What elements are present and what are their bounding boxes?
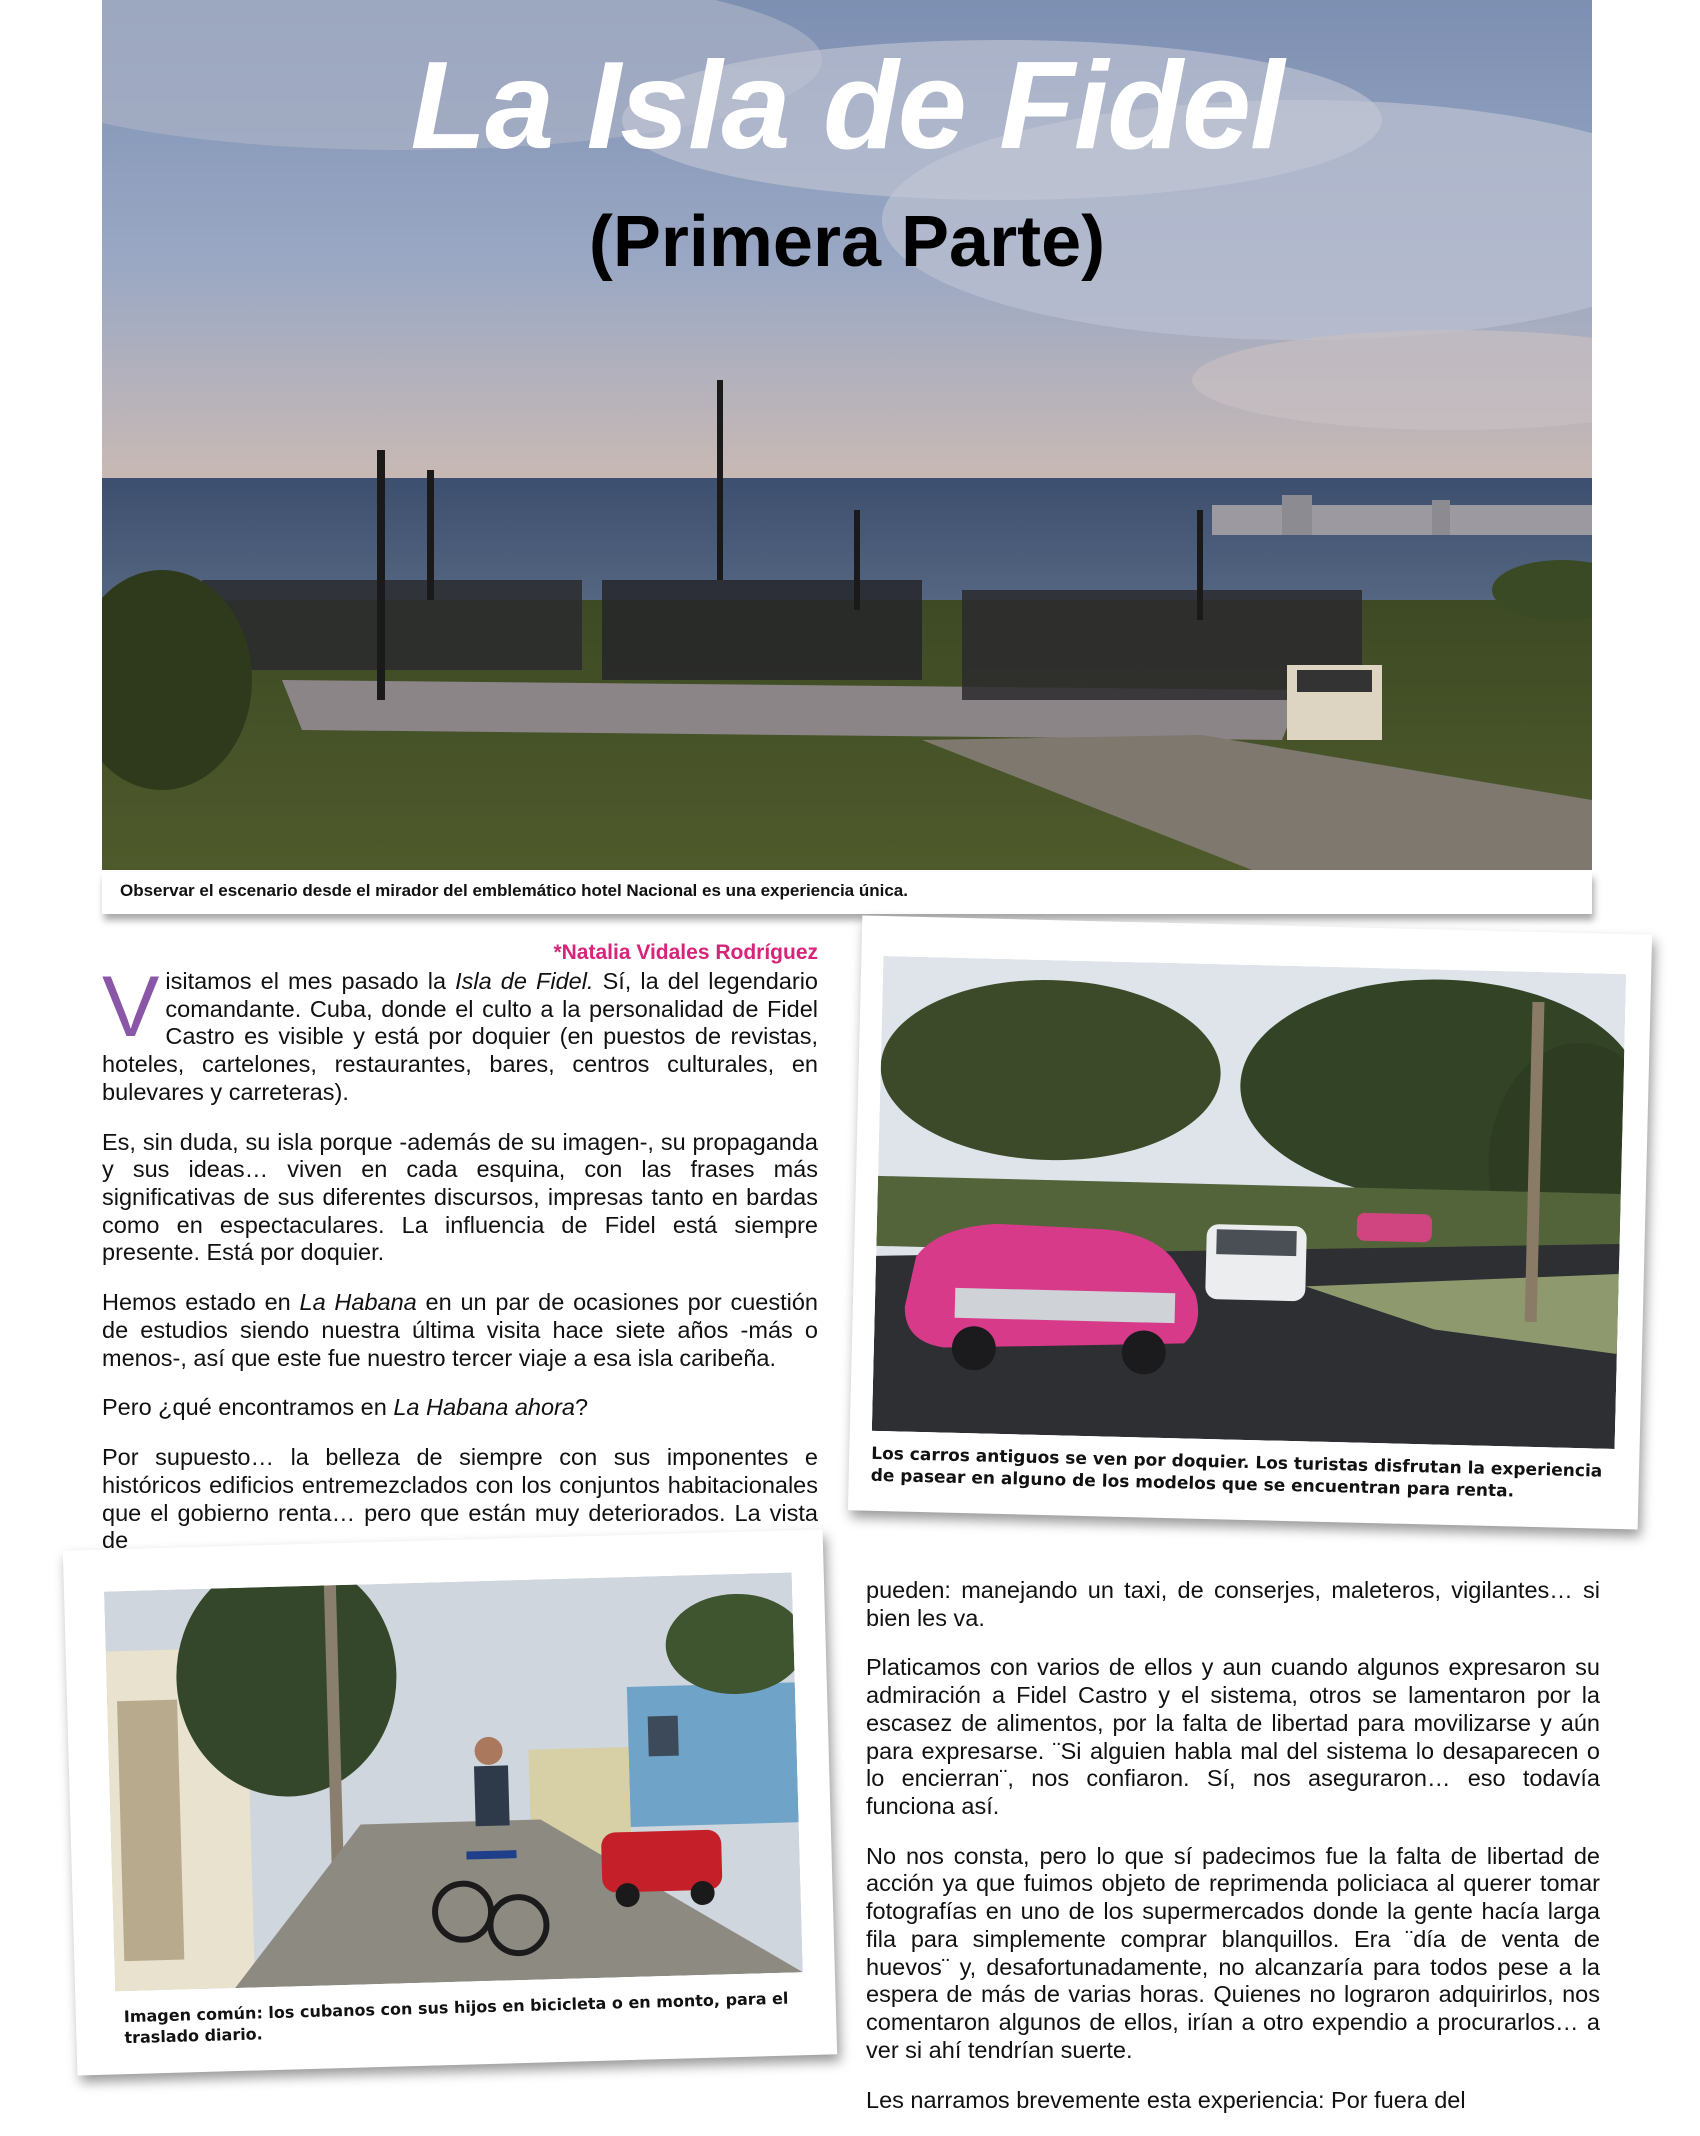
paragraph-2: Es, sin duda, su isla porque -además de su imagen-, su propaganda y sus ideas… viven en cada esquina, con las frases más significativas de sus diferentes discursos, impresas tanto en bardas como en espectaculares. La influencia de Fidel está siempre presente. Está por doquier. <box>102 1128 818 1266</box>
photo-cars <box>848 915 1652 1529</box>
article-column-left <box>102 959 818 1577</box>
paragraph-r2: Platicamos con varios de ellos y aun cuando algunos expresaron su admiración a Fidel Castro y el sistema, otros se lamentaron por la escasez de alimentos, por la falta de libertad para movilizarse y aún para expresarse. ¨Si alguien habla mal del sistema lo desaparecen o lo encierran¨, nos confiaron. Sí, nos aseguraron… eso todavía funciona así. <box>866 1654 1600 1820</box>
paragraph-r3: No nos consta, pero lo que sí padecimos fue la falta de libertad de acción ya que fuimos objeto de reprimenda policiaca al querer tomar fotografías en uno de los supermercados donde la gente hacía larga fila para simplemente comprar blanquillos. Era ¨día de venta de huevos¨ y, desafortunadamente, no alcanzaría para todos pese a la espera de más de varias horas. Quienes no lograron adquirirlos, nos comentaron algunos de ellos, irían a otro expendio a procurarlos… a ver si ahí tendrían suerte. <box>866 1842 1600 2063</box>
paragraph-r1: pueden: manejando un taxi, de conserjes, maleteros, vigilantes… si bien les va. <box>866 1577 1600 1631</box>
hero-photo <box>102 0 1592 870</box>
cars-image <box>872 956 1626 1449</box>
page-title: La Isla de Fidel <box>410 37 1284 175</box>
paragraph-r4: Les narramos brevemente esta experiencia: Por fuera del <box>866 2086 1466 2113</box>
article-column-right <box>866 1577 1600 2136</box>
paragraph-4: Pero ¿qué encontramos en La Habana ahora? <box>102 1394 589 1421</box>
drop-cap: V <box>102 959 160 1055</box>
page-subtitle: (Primera Parte) <box>588 202 1106 282</box>
paragraph-3: Hemos estado en La Habana en un par de ocasiones por cuestión de estudios siendo nuestra última visita hace siete años -más o menos-, así que este fue nuestro tercer viaje a esa isla caribeña. <box>102 1289 818 1371</box>
photo-bike <box>63 1529 837 2075</box>
paragraph-1: Visitamos el mes pasado la Isla de Fidel. Sí, la del legendario comandante. Cuba, donde el culto a la personalidad de Fidel Castro es visible y está por doquier (en puestos de revistas, hoteles, cartelones, restaurantes, bares, centros culturales, en bulevares y carreteras). <box>102 959 818 1105</box>
bike-caption: Imagen común: los cubanos con sus hijos en bicicleta o en monto, para el traslado diario. <box>123 1988 789 2047</box>
bike-image <box>104 1572 803 1991</box>
cars-caption: Los carros antiguos se ven por doquier. Los turistas disfrutan la experiencia de pasear en alguno de los modelos que se encuentran para renta. <box>870 1443 1603 1502</box>
paragraph-5: Por supuesto… la belleza de siempre con sus imponentes e históricos edificios entremezclados con los conjuntos habitacionales que el gobierno renta… pero que están muy deteriorados. La vista de <box>102 1444 818 1554</box>
byline: *Natalia Vidales Rodríguez <box>553 941 818 964</box>
hero-caption: Observar el escenario desde el mirador del emblemático hotel Nacional es una experiencia única. <box>120 881 908 900</box>
